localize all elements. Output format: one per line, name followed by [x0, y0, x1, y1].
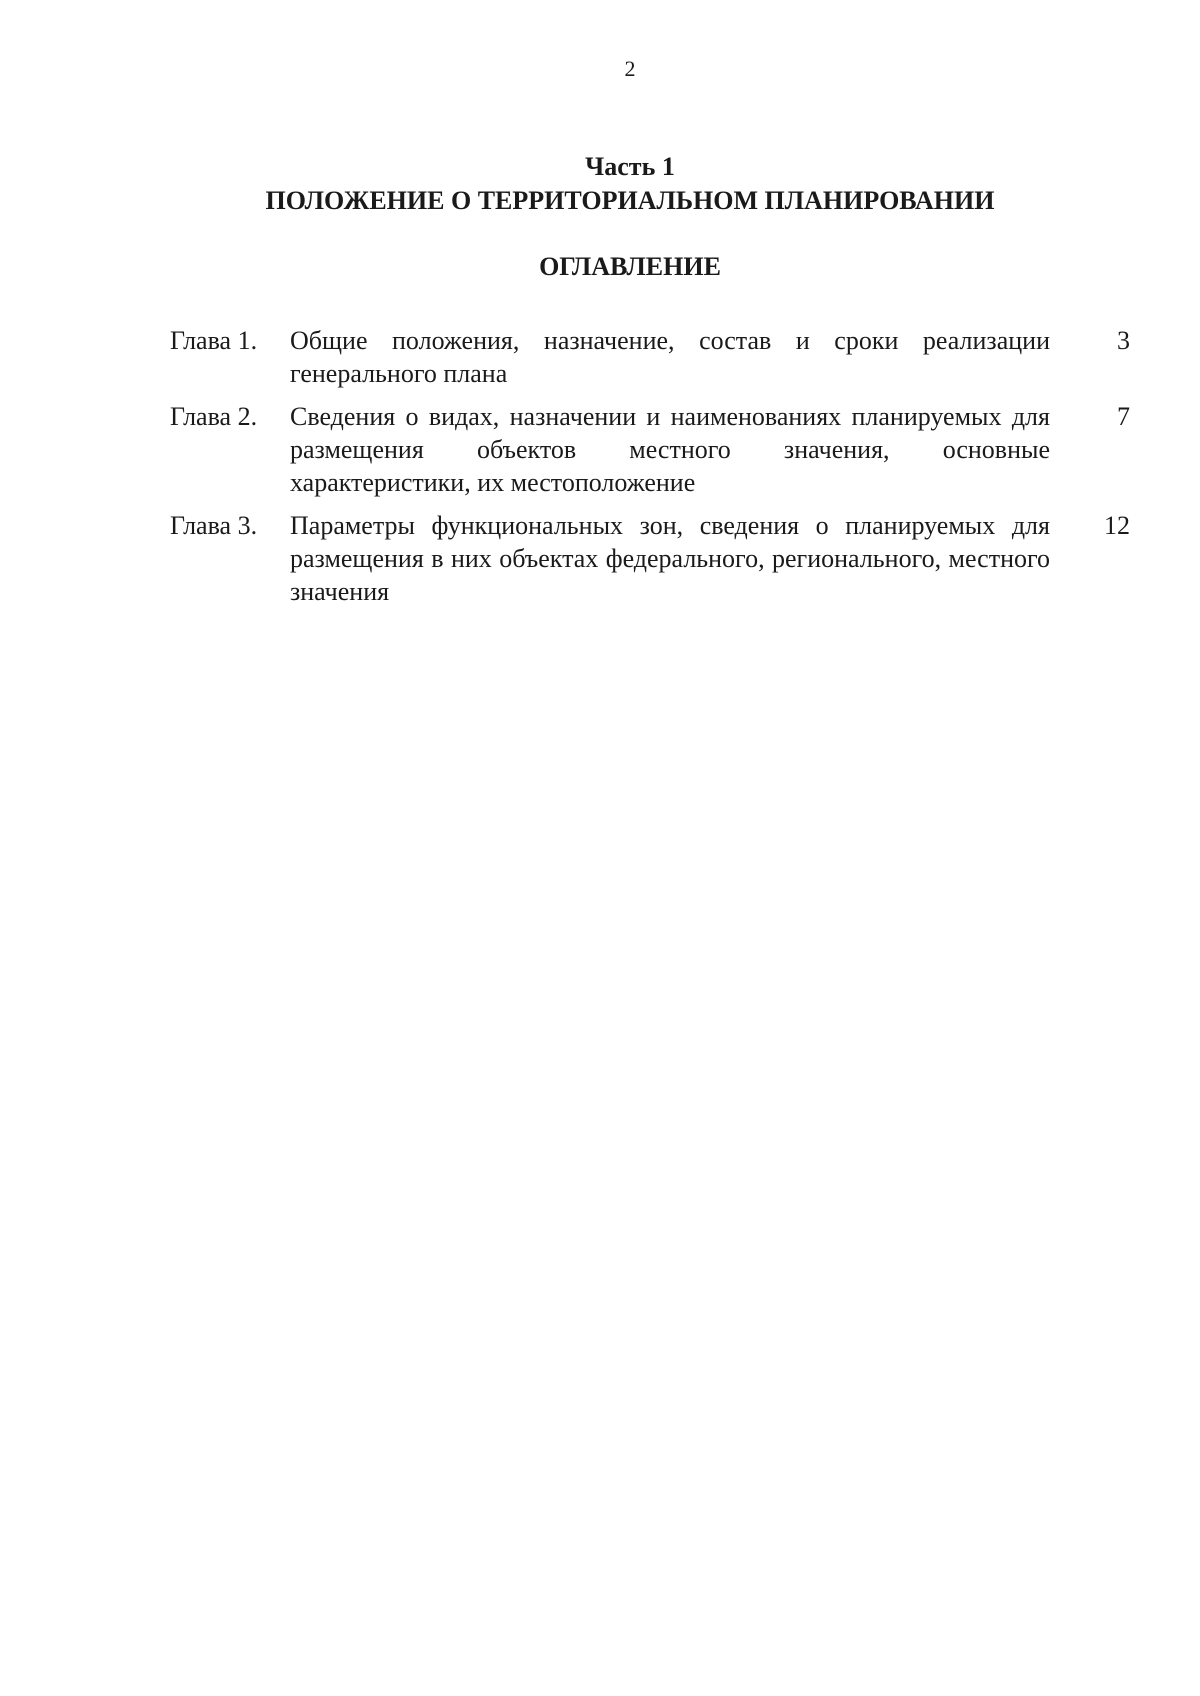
section-title: ПОЛОЖЕНИЕ О ТЕРРИТОРИАЛЬНОМ ПЛАНИРОВАНИИ: [265, 186, 995, 215]
toc-entry-label: Глава 2.: [170, 402, 258, 431]
toc-heading: ОГЛАВЛЕНИЕ: [539, 252, 721, 281]
toc-entry-title: Параметры функциональных зон, сведения о планируемых для размещения в них объектах федерального, регионального, местного значения: [290, 511, 1050, 606]
toc-entry-title: Общие положения, назначение, состав и сроки реализации генерального плана: [290, 326, 1050, 388]
toc-entry-page-number: 12: [1104, 511, 1130, 540]
toc-entry-label: Глава 1.: [170, 326, 258, 355]
part-title: Часть 1: [585, 152, 675, 181]
toc-entry-page-number: 3: [1117, 326, 1130, 355]
page-number: 2: [624, 56, 636, 81]
toc-entry-page-number: 7: [1117, 402, 1130, 431]
toc-entry-label: Глава 3.: [170, 511, 258, 540]
toc-entry-title: Сведения о видах, назначении и наименованиях планируемых для размещения объектов местного значения, основные характеристики, их местоположение: [290, 402, 1050, 497]
